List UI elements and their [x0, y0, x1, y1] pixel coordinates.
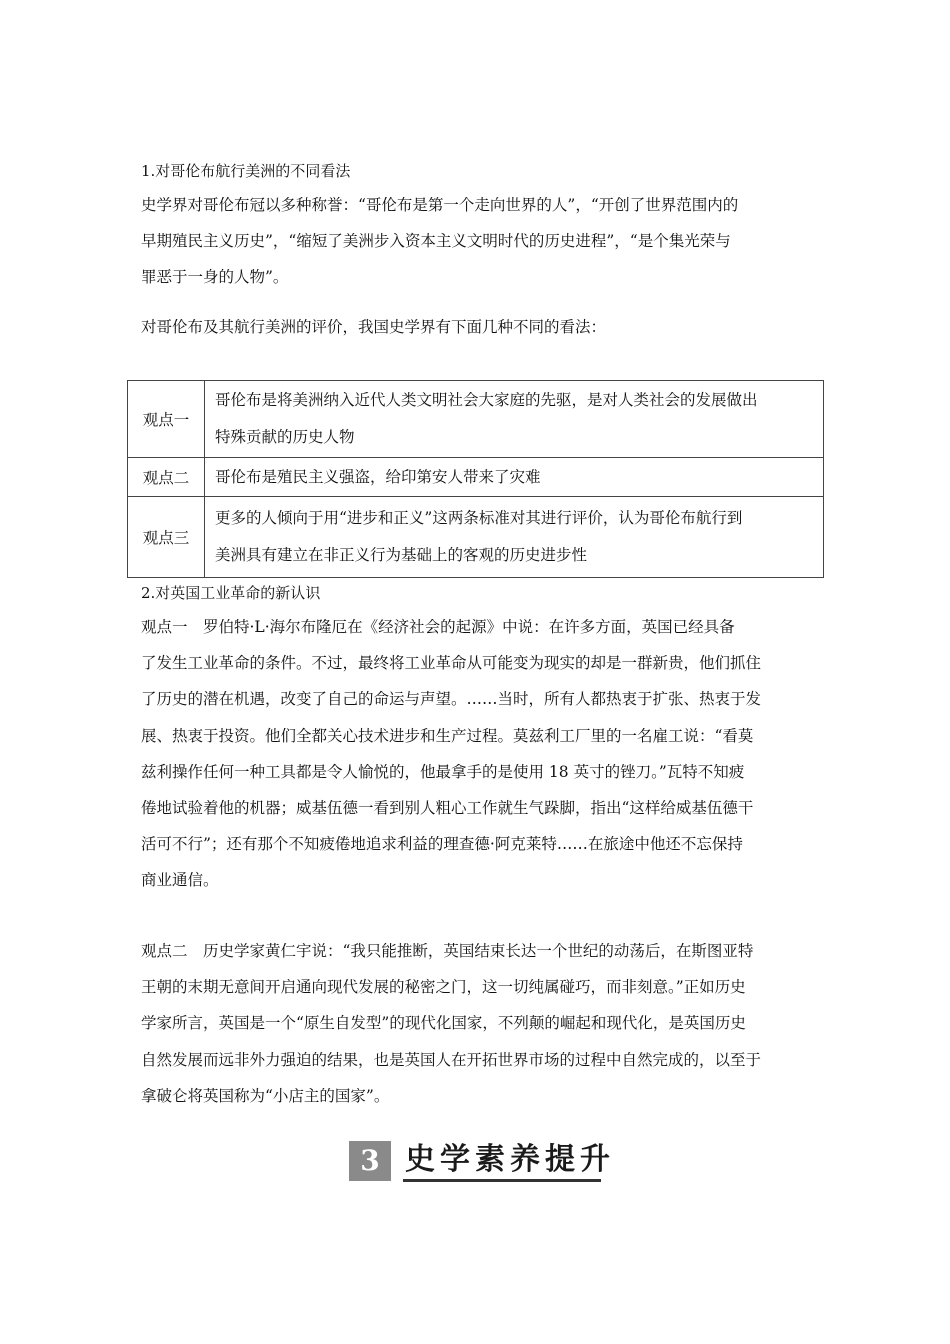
section-banner — [349, 1141, 615, 1183]
section1-heading: 1.对哥伦布航行美洲的不同看法 — [141, 162, 351, 180]
text-line: 对哥伦布及其航行美洲的评价，我国史学界有下面几种不同的看法： — [141, 318, 607, 336]
text-line: 倦地试验着他的机器；威基伍德一看到别人粗心工作就生气跺脚，指出“这样给威基伍德干 — [141, 799, 754, 818]
section1-paragraph-1 — [141, 187, 813, 296]
text-line: 了发生工业革命的条件。不过，最终将工业革命从可能变为现实的却是一群新贵，他们抓住 — [141, 654, 762, 673]
section-banner-title: 史学素养提升 — [405, 1142, 615, 1177]
text-line: 活可不行”；还有那个不知疲倦地追求利益的理查德·阿克莱特……在旅途中他还不忘保持 — [141, 835, 743, 854]
text-line: 更多的人倾向于用“进步和正义”这两条标准对其进行评价，认为哥伦布航行到 — [215, 509, 743, 527]
text-line: 了历史的潜在机遇，改变了自己的命运与声望。……当时，所有人都热衷于扩张、热衷于发 — [141, 690, 762, 709]
table-row — [128, 381, 824, 458]
section2-view1-paragraph — [141, 609, 813, 899]
text-line: 特殊贡献的历史人物 — [215, 428, 355, 446]
table-row-label: 观点一 — [128, 381, 205, 458]
section1-paragraph-2 — [141, 309, 813, 345]
text-line: 学家所言，英国是一个“原生自发型”的现代化国家，不列颠的崛起和现代化，是英国历史 — [141, 1014, 746, 1033]
section-number-badge: 3 — [349, 1141, 391, 1181]
table-row-label: 观点二 — [128, 458, 205, 497]
text-line: 商业通信。 — [141, 871, 219, 890]
text-line: 哥伦布是将美洲纳入近代人类文明社会大家庭的先驱，是对人类社会的发展做出 — [215, 391, 758, 409]
text-line: 王朝的末期无意间开启通向现代发展的秘密之门，这一切纯属碰巧，而非刻意。”正如历史 — [141, 978, 746, 997]
table-row-content — [205, 381, 824, 458]
text-line: 罪恶于一身的人物”。 — [141, 268, 289, 287]
table-row — [128, 497, 824, 578]
table-row-label: 观点三 — [128, 497, 205, 578]
text-line: 拿破仑将英国称为“小店主的国家”。 — [141, 1086, 390, 1105]
banner-underline — [403, 1179, 601, 1182]
table-row-content — [205, 497, 824, 578]
text-line: 观点一 罗伯特·L·海尔布隆厄在《经济社会的起源》中说：在许多方面，英国已经具备 — [141, 618, 735, 636]
viewpoints-table — [127, 380, 824, 578]
text-line: 兹利操作任何一种工具都是令人愉悦的，他最拿手的是使用 18 英寸的锉刀。”瓦特不知疲 — [141, 762, 745, 781]
text-line: 展、热衷于投资。他们全都关心技术进步和生产过程。莫兹利工厂里的一名雇工说：“看莫 — [141, 726, 754, 745]
text-line: 哥伦布是殖民主义强盗，给印第安人带来了灾难 — [215, 467, 541, 486]
section2-view2-paragraph — [141, 933, 813, 1114]
text-line: 史学界对哥伦布冠以多种称誉：“哥伦布是第一个走向世界的人”，“开创了世界范围内的 — [141, 196, 739, 214]
text-line: 自然发展而远非外力强迫的结果，也是英国人在开拓世界市场的过程中自然完成的，以至于 — [141, 1050, 762, 1069]
section2-heading: 2.对英国工业革命的新认识 — [141, 584, 321, 602]
table-row-content — [205, 458, 824, 497]
text-line: 观点二 历史学家黄仁宇说：“我只能推断，英国结束长达一个世纪的动荡后，在斯图亚特 — [141, 942, 754, 960]
text-line: 美洲具有建立在非正义行为基础上的客观的历史进步性 — [215, 546, 588, 564]
table-row — [128, 458, 824, 497]
text-line: 早期殖民主义历史”，“缩短了美洲步入资本主义文明时代的历史进程”，“是个集光荣与 — [141, 232, 731, 251]
